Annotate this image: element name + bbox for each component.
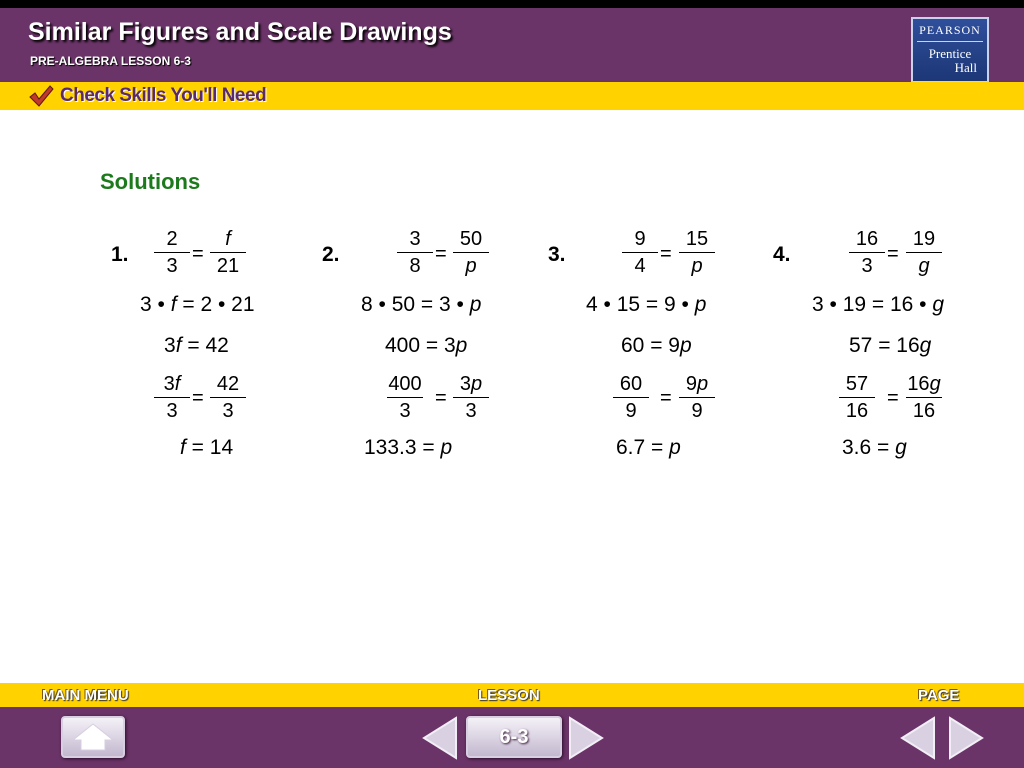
numerator: 16g [906, 373, 942, 398]
numerator: 3 [397, 228, 433, 253]
denominator: 3 [166, 255, 178, 277]
problem-number: 3. [548, 243, 566, 266]
numerator: 3f [154, 373, 190, 398]
numerator: 2 [154, 228, 190, 253]
equals-sign: = [660, 243, 672, 265]
denominator: 8 [409, 255, 421, 277]
lesson-number: 6-3 [499, 726, 529, 748]
denominator: 3 [861, 255, 873, 277]
cross-multiply-line: 8 • 50 = 3 • p [361, 293, 482, 316]
next-page-arrow-icon[interactable] [946, 716, 986, 760]
numerator: 60 [613, 373, 649, 398]
simplified-line: 57 = 16g [849, 334, 932, 357]
footer-label-bar [0, 683, 1024, 707]
lesson-number-button[interactable] [466, 716, 562, 758]
page-title: Similar Figures and Scale Drawings [28, 18, 452, 46]
previous-lesson-arrow-icon[interactable] [420, 716, 460, 760]
cross-multiply-line: 3 • f = 2 • 21 [140, 293, 255, 316]
logo-line1: Prentice [928, 46, 972, 61]
main-menu-button[interactable] [61, 716, 125, 758]
main-menu-label: MAIN MENU [42, 687, 129, 704]
fraction [441, 373, 501, 422]
check-skills-bar [0, 82, 1024, 110]
denominator: 9 [691, 400, 703, 422]
checkmark-icon [28, 84, 54, 108]
problem-number: 2. [322, 243, 340, 266]
denominator: 3 [399, 400, 411, 422]
fraction [198, 228, 258, 277]
equals-sign: = [660, 387, 672, 409]
logo-brand: PEARSON [917, 19, 983, 42]
numerator: 15 [679, 228, 715, 253]
denominator: p [465, 255, 477, 277]
numerator: 400 [387, 373, 423, 398]
pearson-logo [911, 17, 989, 83]
logo-line2: Hall [954, 60, 977, 75]
simplified-line: 400 = 3p [385, 334, 468, 357]
lesson-label: LESSON [478, 687, 540, 704]
home-icon [63, 718, 123, 756]
answer-line: 3.6 = g [842, 436, 907, 459]
footer-nav [0, 707, 1024, 768]
equals-sign: = [887, 243, 899, 265]
denominator: 9 [625, 400, 637, 422]
equals-sign: = [435, 243, 447, 265]
denominator: 21 [216, 255, 240, 277]
page-label: PAGE [918, 687, 960, 704]
denominator: 3 [222, 400, 234, 422]
simplified-line: 60 = 9p [621, 334, 692, 357]
numerator: 16 [849, 228, 885, 253]
numerator: 57 [839, 373, 875, 398]
denominator: 4 [634, 255, 646, 277]
next-lesson-arrow-icon[interactable] [566, 716, 606, 760]
lesson-subtitle: PRE-ALGEBRA LESSON 6-3 [30, 54, 191, 68]
denominator: 16 [912, 400, 936, 422]
fraction [601, 373, 661, 422]
fraction [667, 228, 727, 277]
equals-sign: = [435, 387, 447, 409]
fraction [894, 373, 954, 422]
numerator: 42 [210, 373, 246, 398]
denominator: g [918, 255, 930, 277]
answer-line: f = 14 [180, 436, 234, 459]
cross-multiply-line: 3 • 19 = 16 • g [812, 293, 945, 316]
fraction [198, 373, 258, 422]
fraction [375, 373, 435, 422]
numerator: 3p [453, 373, 489, 398]
previous-page-arrow-icon[interactable] [898, 716, 938, 760]
check-skills-label: Check Skills You'll Need [60, 85, 267, 106]
equals-sign: = [887, 387, 899, 409]
fraction [441, 228, 501, 277]
denominator: p [691, 255, 703, 277]
denominator: 3 [465, 400, 477, 422]
numerator: 9 [622, 228, 658, 253]
denominator: 3 [166, 400, 178, 422]
fraction [894, 228, 954, 277]
equals-sign: = [192, 387, 204, 409]
answer-line: 6.7 = p [616, 436, 681, 459]
fraction [827, 373, 887, 422]
fraction [667, 373, 727, 422]
numerator: 19 [906, 228, 942, 253]
numerator: 9p [679, 373, 715, 398]
cross-multiply-line: 4 • 15 = 9 • p [586, 293, 707, 316]
denominator: 16 [845, 400, 869, 422]
problem-number: 1. [111, 243, 129, 266]
numerator: f [210, 228, 246, 253]
solutions-heading: Solutions [100, 169, 201, 194]
header [0, 0, 1024, 82]
problem-number: 4. [773, 243, 791, 266]
simplified-line: 3f = 42 [164, 334, 229, 357]
equals-sign: = [192, 243, 204, 265]
answer-line: 133.3 = p [364, 436, 453, 459]
numerator: 50 [453, 228, 489, 253]
